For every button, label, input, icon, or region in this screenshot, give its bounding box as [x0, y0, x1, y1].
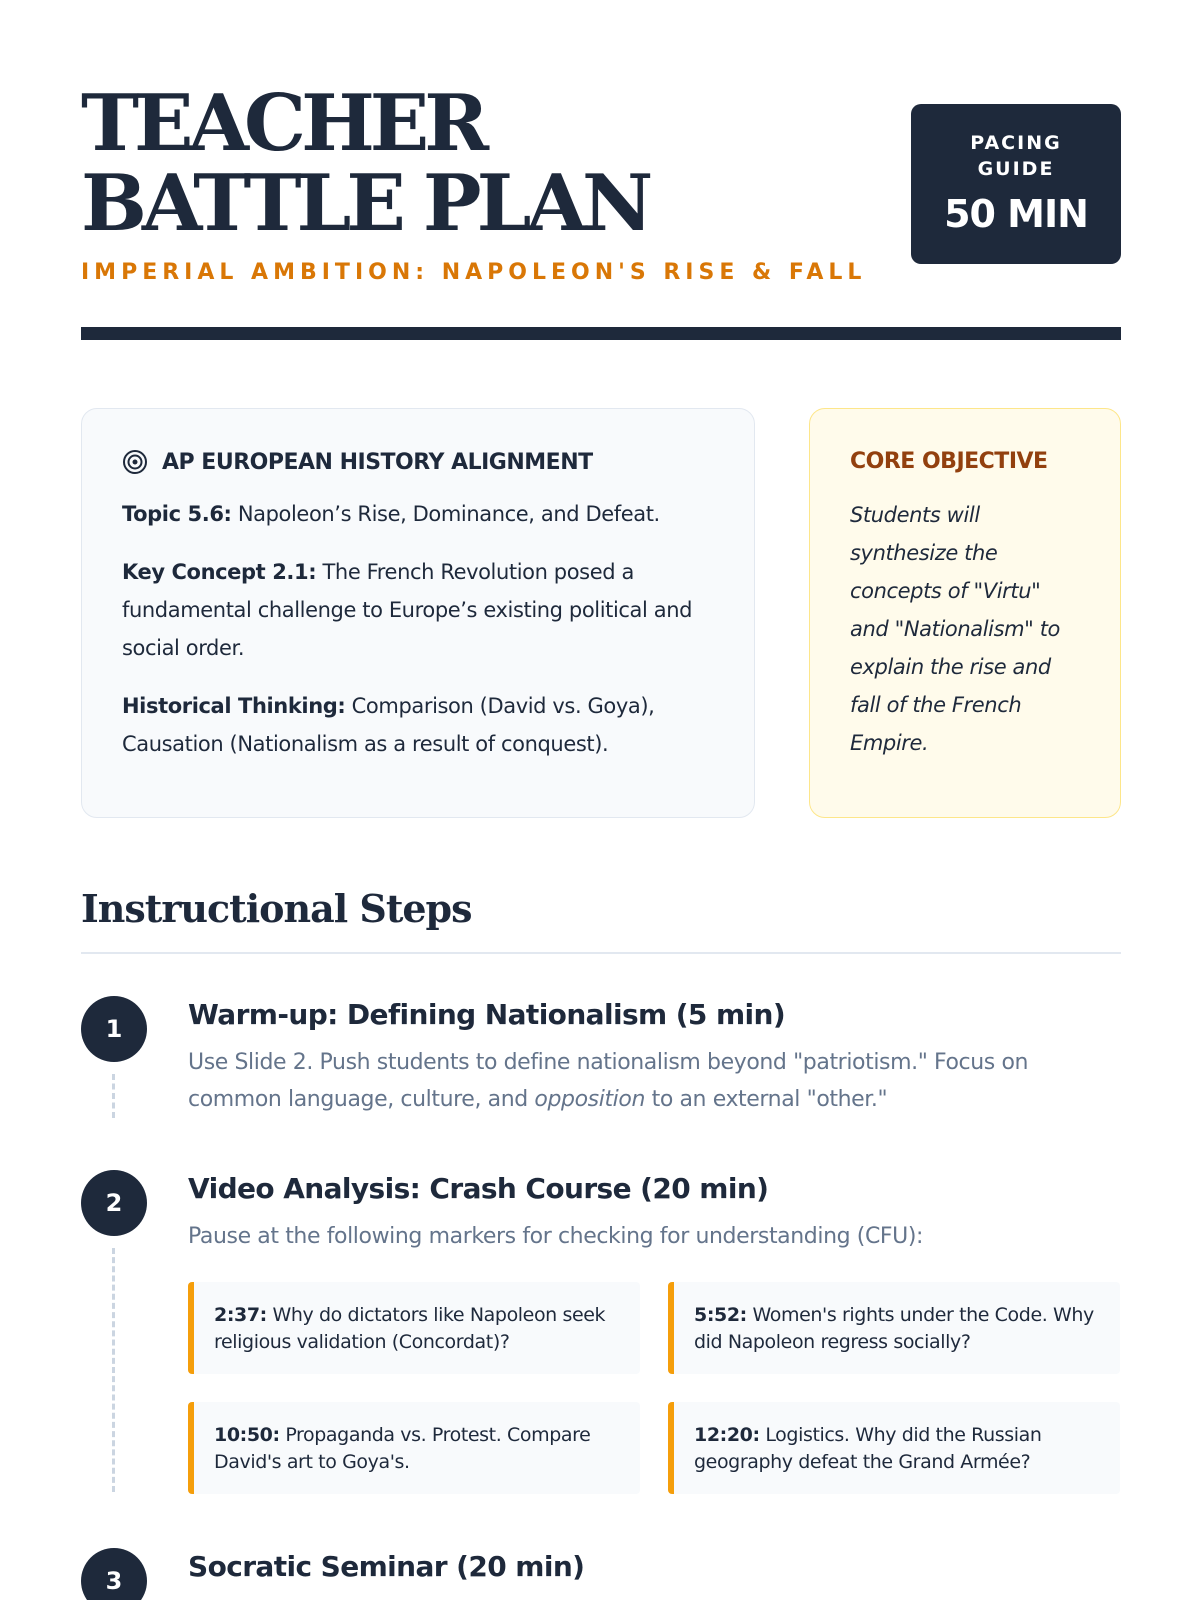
marker-text: Women's rights under the Code. Why did Napoleon regress socially?	[694, 1304, 1094, 1353]
marker-time: 2:37:	[214, 1304, 267, 1326]
objective-text: Students will synthesize the concepts of "Virtu" and "Nationalism" to explain the rise and fall of the French Empire.	[850, 503, 1060, 755]
alignment-item-label: Key Concept 2.1:	[122, 560, 317, 584]
marker-time: 5:52:	[694, 1304, 747, 1326]
step-description-text: to an external "other."	[645, 1087, 888, 1112]
alignment-item-text: The French Revolution posed a fundamental challenge to Europe’s existing political and social order.	[122, 560, 693, 660]
step-connector	[112, 1248, 115, 1492]
pacing-guide-badge	[911, 104, 1121, 264]
alignment-item	[122, 687, 714, 763]
alignment-item-text: Napoleon’s Rise, Dominance, and Defeat.	[237, 502, 660, 526]
marker-text: Why do dictators like Napoleon seek religious validation (Concordat)?	[214, 1304, 606, 1353]
pacing-label: PACING GUIDE	[970, 132, 1062, 180]
objective-card	[809, 408, 1121, 818]
target-icon	[122, 449, 148, 475]
step-description-emphasis: opposition	[534, 1087, 645, 1112]
marker-time: 10:50:	[214, 1424, 280, 1446]
step-title: Warm-up: Defining Nationalism (5 min)	[188, 998, 786, 1031]
page-title: TEACHER BATTLE PLAN	[81, 78, 649, 249]
alignment-item-label: Historical Thinking:	[122, 694, 346, 718]
step-description-text: Use Slide 2. Push students to define nationalism beyond "patriotism." Focus on common language, culture, and	[188, 1050, 1029, 1112]
alignment-heading	[122, 449, 714, 475]
alignment-heading-text: AP EUROPEAN HISTORY ALIGNMENT	[162, 449, 593, 475]
objective-heading: CORE OBJECTIVE	[850, 449, 1048, 474]
step-number: 3	[81, 1548, 147, 1600]
step-title: Socratic Seminar (20 min)	[188, 1550, 585, 1583]
steps-section-title: Instructional Steps	[81, 886, 472, 931]
steps-divider	[81, 952, 1121, 954]
alignment-item-text: Comparison (David vs. Goya), Causation (Nationalism as a result of conquest).	[122, 694, 655, 756]
alignment-item	[122, 495, 714, 533]
header-divider	[81, 327, 1121, 340]
video-marker	[668, 1282, 1120, 1374]
step-number: 2	[81, 1170, 147, 1236]
video-marker	[188, 1402, 640, 1494]
marker-text: Logistics. Why did the Russian geography defeat the Grand Armée?	[694, 1424, 1042, 1473]
step-description	[188, 1044, 1108, 1118]
pacing-value: 50 MIN	[944, 192, 1088, 236]
alignment-card	[81, 408, 755, 818]
alignment-item	[122, 553, 714, 667]
page-subtitle: IMPERIAL AMBITION: NAPOLEON'S RISE & FALL	[81, 260, 867, 285]
marker-text: Propaganda vs. Protest. Compare David's art to Goya's.	[214, 1424, 591, 1473]
video-marker	[188, 1282, 640, 1374]
step-description: Pause at the following markers for checking for understanding (CFU):	[188, 1224, 924, 1249]
step-3	[81, 1548, 1121, 1600]
step-2	[81, 1170, 1121, 1500]
step-1	[81, 996, 1121, 1116]
step-connector	[112, 1074, 115, 1118]
alignment-item-label: Topic 5.6:	[122, 502, 232, 526]
video-marker	[668, 1402, 1120, 1494]
marker-time: 12:20:	[694, 1424, 760, 1446]
step-number: 1	[81, 996, 147, 1062]
step-title: Video Analysis: Crash Course (20 min)	[188, 1172, 769, 1205]
